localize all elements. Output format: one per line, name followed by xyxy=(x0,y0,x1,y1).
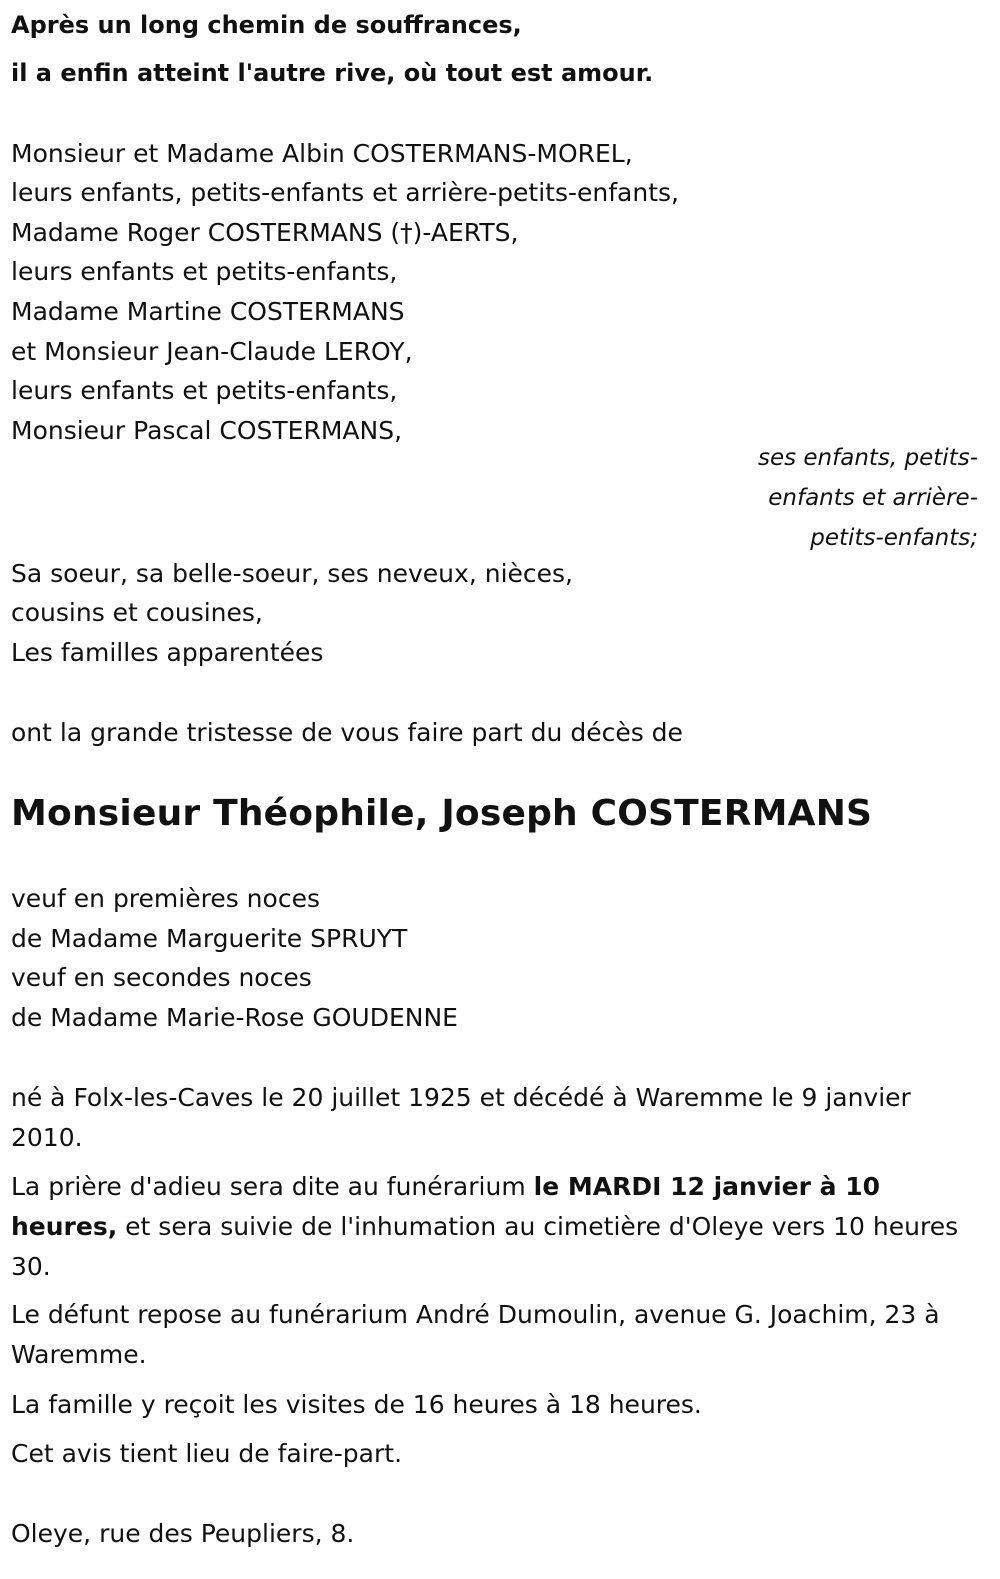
family-line: Monsieur et Madame Albin COSTERMANS-MOREL, xyxy=(11,139,633,168)
deceased-name: Monsieur Théophile, Joseph COSTERMANS xyxy=(11,793,873,834)
family-line: Madame Roger COSTERMANS (†)-AERTS, xyxy=(11,218,519,247)
family-line: Monsieur Pascal COSTERMANS, xyxy=(11,416,403,445)
visits-text: La famille y reçoit les visites de 16 heures à 18 heures. xyxy=(11,1390,702,1419)
ceremony-text-before: La prière d'adieu sera dite au funérarium xyxy=(11,1172,534,1201)
family-line: leurs enfants et petits-enfants, xyxy=(11,257,398,286)
relatives-line: Les familles apparentées xyxy=(11,638,324,667)
notice-text: Cet avis tient lieu de faire-part. xyxy=(11,1439,403,1468)
rest-place-text: Le défunt repose au funérarium André Dumoulin, avenue G. Joachim, 23 à Waremme. xyxy=(11,1300,940,1369)
ceremony-date-time: le MARDI 12 janvier à 10 heures, xyxy=(11,1172,881,1241)
announcement-text: ont la grande tristesse de vous faire part du décès de xyxy=(11,718,683,747)
ceremony-text xyxy=(11,1167,976,1287)
family-note: ses enfants, petits-enfants et arrière-petits-enfants; xyxy=(757,445,978,551)
family-line: leurs enfants et petits-enfants, xyxy=(11,376,398,405)
spouse-line: de Madame Marie-Rose GOUDENNE xyxy=(11,1003,458,1032)
relatives-line: Sa soeur, sa belle-soeur, ses neveux, nièces, xyxy=(11,559,573,588)
header-line-2: il a enfin atteint l'autre rive, où tout est amour. xyxy=(11,59,654,87)
family-line: et Monsieur Jean-Claude LEROY, xyxy=(11,337,413,366)
address-text: Oleye, rue des Peupliers, 8. xyxy=(11,1519,355,1548)
spouse-line: veuf en premières noces xyxy=(11,884,320,913)
spouse-line: de Madame Marguerite SPRUYT xyxy=(11,924,408,953)
family-line: leurs enfants, petits-enfants et arrière-petits-enfants, xyxy=(11,178,679,207)
header-line-1: Après un long chemin de souffrances, xyxy=(11,11,522,39)
family-line: Madame Martine COSTERMANS xyxy=(11,297,405,326)
birth-death-text: né à Folx-les-Caves le 20 juillet 1925 et décédé à Waremme le 9 janvier 2010. xyxy=(11,1083,911,1152)
spouse-line: veuf en secondes noces xyxy=(11,963,312,992)
relatives-line: cousins et cousines, xyxy=(11,598,263,627)
ceremony-text-after: et sera suivie de l'inhumation au cimetière d'Oleye vers 10 heures 30. xyxy=(11,1212,959,1281)
